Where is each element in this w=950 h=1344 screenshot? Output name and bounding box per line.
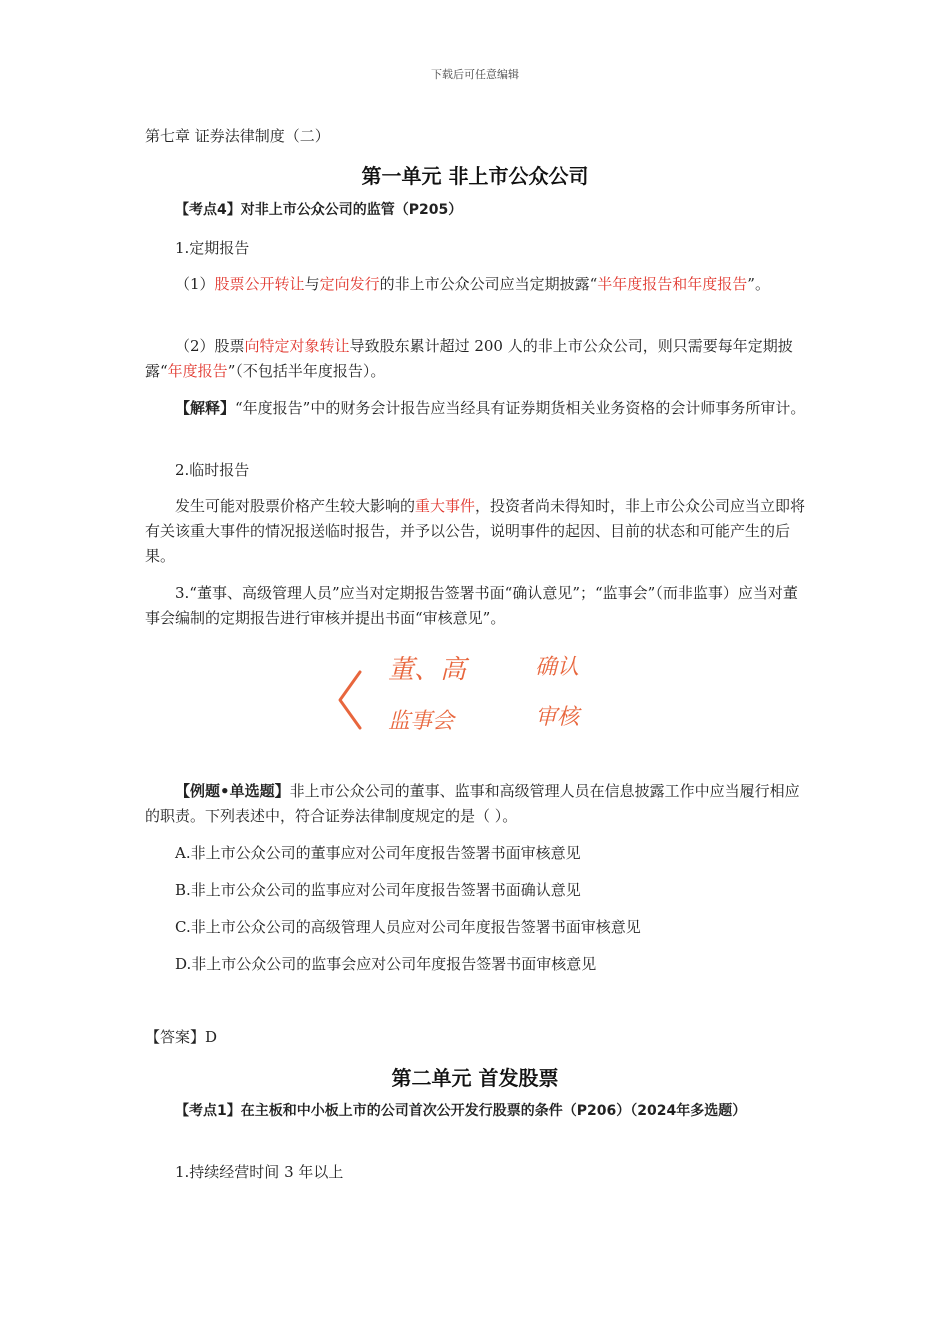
p2-seg-4: ”（不包括半年度报告）。 xyxy=(227,362,386,380)
example-text: 非上市公众公司的董事、监事和高级管理人员在信息披露工作中应当履行相应的职责。下列表述中，符合证券法律制度规定的是（ ）。 xyxy=(145,782,800,825)
unit1-title: 第一单元 非上市公众公司 xyxy=(361,164,589,188)
explanation-tag: 【解释】 xyxy=(175,399,236,417)
p3-seg-2: ，投资者尚未得知时，非上市公众公司应当立即将有关该重大事件的情况报送临时报告，并予以公告，说明事件的起因、目前的状态和可能产生的后果。 xyxy=(145,497,806,565)
explanation-text: “年度报告”中的财务会计报告应当经具有证券期货相关业务资格的会计师事务所审计。 xyxy=(235,399,806,417)
paragraph-1 xyxy=(145,272,807,297)
p1-seg-0: （1） xyxy=(175,275,215,293)
hand-row2-left: 监事会 xyxy=(388,709,455,734)
p2-seg-3: 年度报告 xyxy=(167,362,228,380)
example-tag: 【例题•单选题】 xyxy=(175,782,290,800)
p3-seg-0: 发生可能对股票价格产生较大影响的 xyxy=(175,497,416,515)
p1-seg-1: 股票公开转让 xyxy=(214,275,305,293)
unit2-kaodian: 【考点1】在主板和中小板上市的公司首次公开发行股票的条件（P206）（2024年多选题） xyxy=(175,1103,747,1119)
chapter-title: 第七章 证券法律制度（二） xyxy=(145,127,330,145)
option-b: B.非上市公众公司的监事应对公司年度报告签署书面确认意见 xyxy=(175,881,581,899)
unit2-title: 第二单元 首发股票 xyxy=(391,1066,559,1090)
unit1-kaodian: 【考点4】对非上市公众公司的监管（P205） xyxy=(175,202,463,218)
answer: 【答案】D xyxy=(145,1028,218,1046)
p1-seg-5: 半年度报告和年度报告 xyxy=(597,275,748,293)
paragraph-3 xyxy=(145,494,807,569)
p3-seg-1: 重大事件 xyxy=(415,497,476,515)
option-c: C.非上市公众公司的高级管理人员应对公司年度报告签署书面审核意见 xyxy=(175,918,641,936)
paragraph-2 xyxy=(145,334,807,384)
p1-seg-2: 与 xyxy=(304,275,320,293)
explanation xyxy=(145,396,807,421)
paragraph-4: 3.“董事、高级管理人员”应当对定期报告签署书面“确认意见”；“监事会”（而非监事）应当对董事会编制的定期报告进行审核并提出书面“审核意见”。 xyxy=(145,584,798,627)
hand-row1-left: 董、高 xyxy=(388,655,467,685)
option-a: A.非上市公众公司的董事应对公司年度报告签署书面审核意见 xyxy=(175,844,581,862)
p1-seg-4: 的非上市公众公司应当定期披露“ xyxy=(379,275,598,293)
handwritten-note xyxy=(330,642,600,742)
p2-seg-0: （2）股票 xyxy=(175,337,245,355)
example-question xyxy=(145,779,807,829)
p2-seg-1: 向特定对象转让 xyxy=(244,337,350,355)
header-note: 下载后可任意编辑 xyxy=(431,68,519,81)
option-d: D.非上市公众公司的监事会应对公司年度报告签署书面审核意见 xyxy=(175,955,597,973)
section-interim-report: 2.临时报告 xyxy=(175,461,250,479)
p1-seg-6: ”。 xyxy=(747,275,770,293)
section-regular-report: 1.定期报告 xyxy=(175,239,250,257)
p2-seg-2: 导致股东累计超过 200 人的非上市公众公司，则只需要每年定期披露“ xyxy=(145,337,793,380)
p1-seg-3: 定向发行 xyxy=(319,275,380,293)
section-continuous-operation: 1.持续经营时间 3 年以上 xyxy=(175,1163,344,1181)
hand-row2-right: 审核 xyxy=(535,705,580,730)
hand-row1-right: 确认 xyxy=(535,655,580,680)
left-brace-icon xyxy=(340,672,360,728)
